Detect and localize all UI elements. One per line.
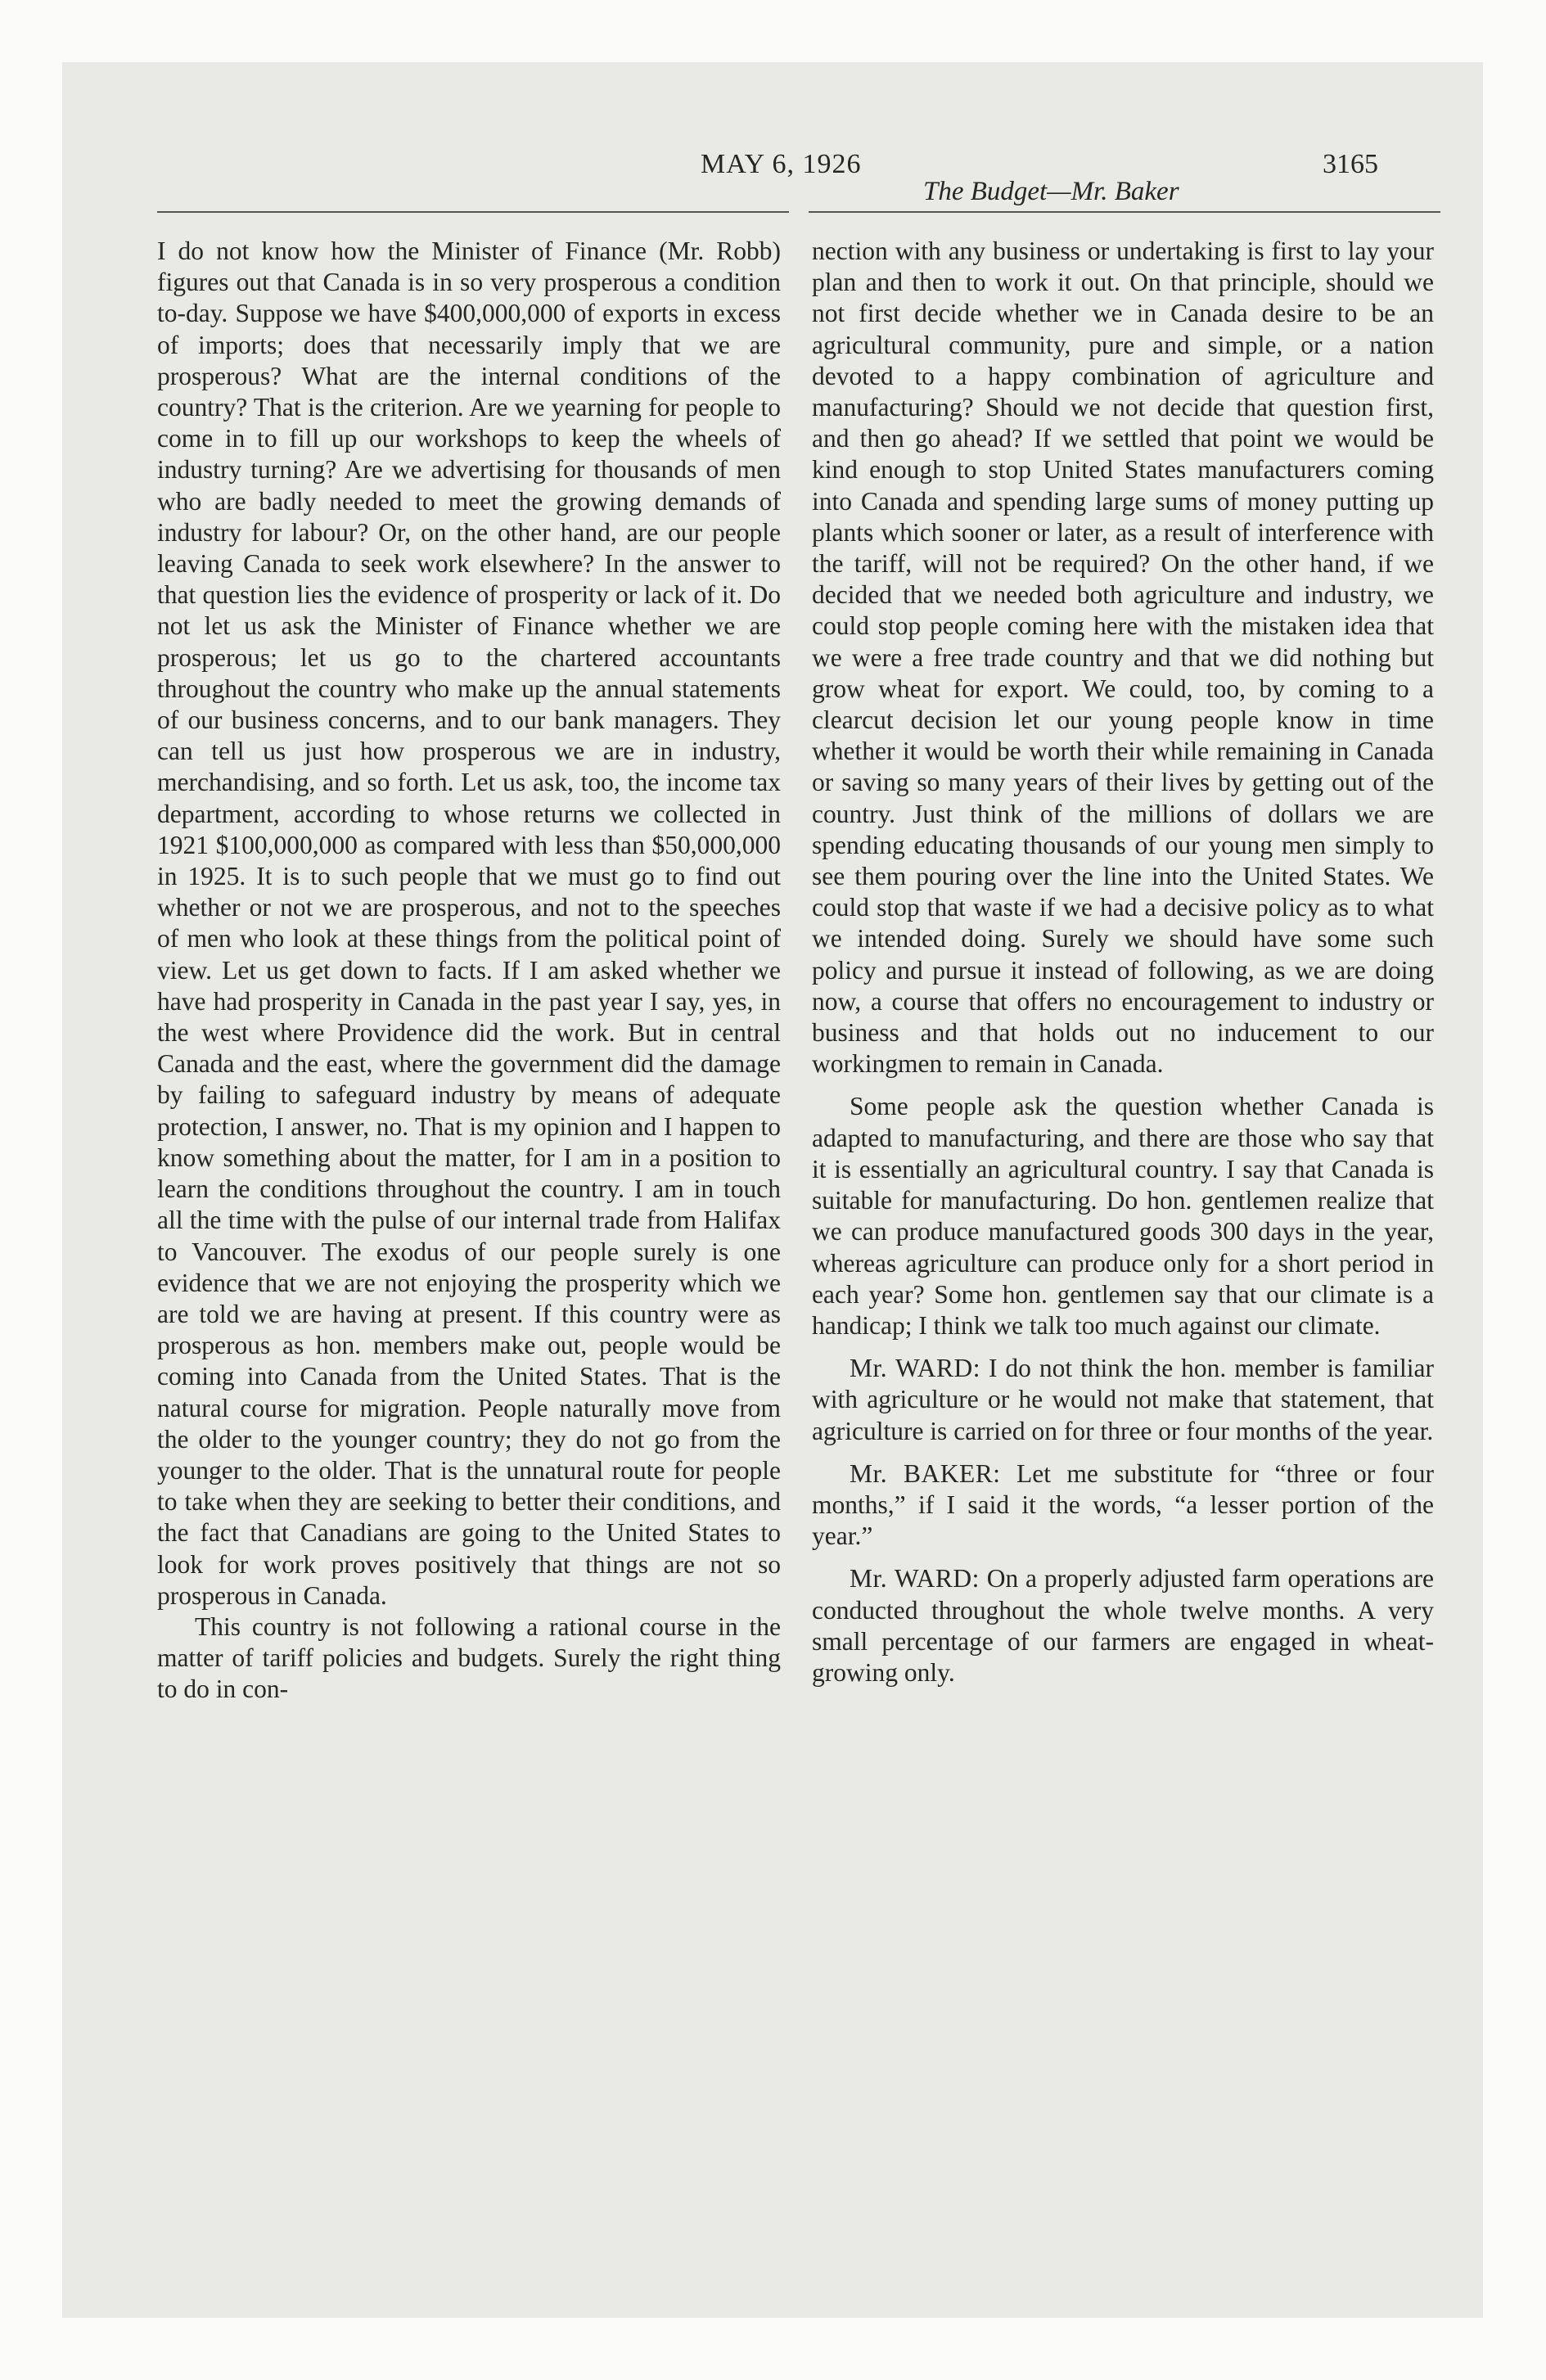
header-rule-left: [157, 211, 789, 213]
page-number: 3165: [1323, 149, 1378, 179]
speech-paragraph: [812, 1563, 1434, 1688]
speech-text: I do not think the hon. member is familiar with agriculture or he would not make that statement, that agriculture is carried on for three or four months of the year.: [812, 1354, 1434, 1445]
running-title: The Budget—Mr. Baker: [923, 177, 1179, 206]
speaker-name: Mr. WARD:: [850, 1564, 980, 1593]
speech-text: On a properly adjusted farm operations are conducted throughout the whole twelve months. A very small percentage of our farmers are engaged in wheat-growing only.: [812, 1564, 1434, 1687]
speaker-name: Mr. WARD:: [850, 1354, 981, 1383]
paragraph: This country is not following a rational course in the matter of tariff policies and budgets. Surely the right thing to do in con-: [157, 1611, 781, 1704]
paragraph: I do not know how the Minister of Finance (Mr. Robb) figures out that Canada is in so very prosperous a condition to-day. Suppose we have $400,000,000 of exports in excess of imports; does that necessarily imply that we are prosperous? What are the internal conditions of the country? That is the criterion. Are we yearning for people to come in to fill up our workshops to keep the wheels of industry turning? Are we advertising for thousands of men who are badly needed to meet the growing demands of industry for labour? Or, on the other hand, are our people leaving Canada to seek work elsewhere? In the answer to that question lies the evidence of prosperity or lack of it. Do not let us ask the Minister of Finance whether we are prosperous; let us go to the chartered accountants throughout the country who make up the annual statements of our business concerns, and to our bank managers. They can tell us just how prosperous we are in industry, merchandising, and so forth. Let us ask, too, the income tax department, according to whose returns we collected in 1921 $100,000,000 as compared with less than $50,000,000 in 1925. It is to such people that we must go to find out whether or not we are prosperous, and not to the speeches of men who look at these things from the political point of view. Let us get down to facts. If I am asked whether we have had prosperity in Canada in the past year I say, yes, in the west where Providence did the work. But in central Canada and the east, where the government did the damage by failing to safeguard industry by means of adequate protection, I answer, no. That is my opinion and I happen to know something about the matter, for I am in a position to learn the conditions throughout the country. I am in touch all the time with the pulse of our internal trade from Halifax to Vancouver. The exodus of our people surely is one evidence that we are not enjoying the prosperity which we are told we are having at present. If this country were as prosperous as hon. members make out, people would be coming into Canada from the United States. That is the natural course for migration. People naturally move from the older to the younger country; they do not go from the younger to the older. That is the unnatural route for people to take when they are seeking to better their conditions, and the fact that Canadians are going to the United States to look for work proves positively that things are not so prosperous in Canada.: [157, 237, 781, 1610]
paragraph: Some people ask the question whether Canada is adapted to manufacturing, and there are those who say that it is essentially an agricultural country. I say that Canada is suitable for manufacturing. Do hon. gentlemen realize that we can produce manufactured goods 300 days in the year, whereas agriculture can produce only for a short period in each year? Some hon. gentlemen say that our climate is a handicap; I think we talk too much against our climate.: [812, 1092, 1434, 1340]
speech-text: Let me substitute for “three or four months,” if I said it the words, “a lesser portion of the year.”: [812, 1458, 1434, 1551]
speech-paragraph: [812, 1458, 1434, 1553]
header-date: MAY 6, 1926: [701, 149, 862, 179]
speaker-name: Mr. BAKER:: [850, 1458, 1001, 1488]
header-rule-right: [809, 211, 1440, 213]
right-column: [812, 236, 1434, 1688]
speech-paragraph: [812, 1353, 1434, 1447]
paragraph: nection with any business or undertaking is first to lay your plan and then to work it out. On that principle, should we not first decide whether we in Canada desire to be an agricultural community, pure and simple, or a nation devoted to a happy combination of agriculture and manufacturing? Should we not decide that question first, and then go ahead? If we settled that point we would be kind enough to stop United States manufacturers coming into Canada and spending large sums of money putting up plants which sooner or later, as a result of interference with the tariff, will not be required? On the other hand, if we decided that we needed both agriculture and industry, we could stop people coming here with the mistaken idea that we were a free trade country and that we did nothing but grow wheat for export. We could, too, by coming to a clearcut decision let our young people know in time whether it would be worth their while remaining in Canada or saving so many years of their lives by getting out of the country. Just think of the millions of dollars we are spending educating thousands of our young men simply to see them pouring over the line into the United States. We could stop that waste if we had a decisive policy as to what we intended doing. Surely we should have some such policy and pursue it instead of following, as we are doing now, a course that offers no encouragement to industry or business and that holds out no inducement to our workingmen to remain in Canada.: [812, 237, 1434, 1079]
left-column: [157, 236, 781, 1706]
